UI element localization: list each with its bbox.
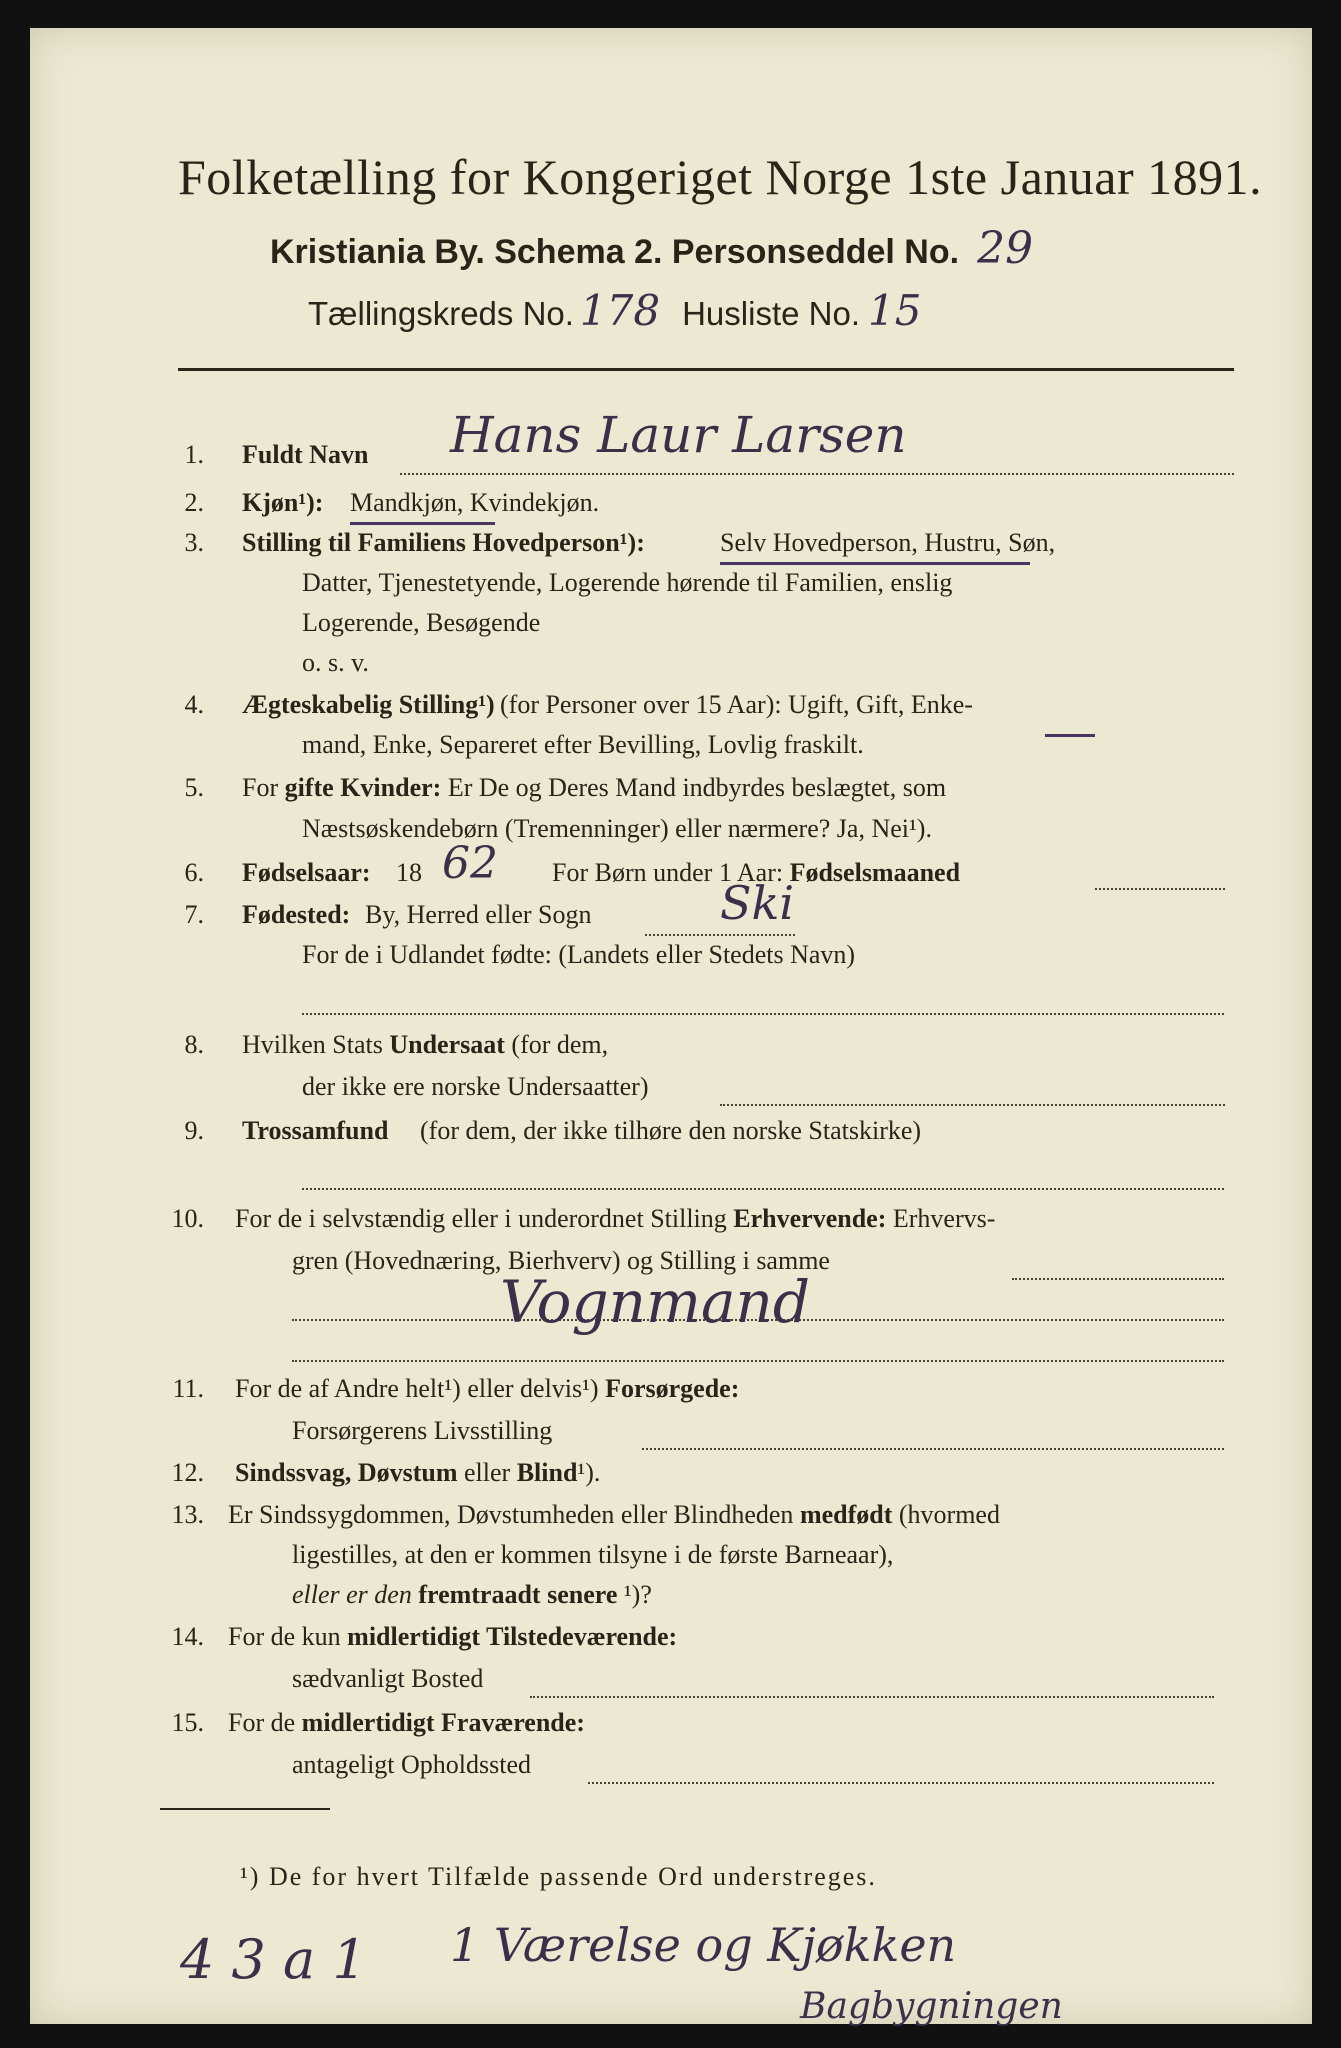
annotation-left: 4 3 a 1 bbox=[180, 1928, 367, 1991]
sex-options: Mandkjøn, Kvindekjøn. bbox=[350, 488, 600, 517]
position-underline bbox=[720, 562, 1030, 565]
form-subheader bbox=[308, 286, 921, 335]
position-options: Selv Hovedperson, Hustru, Søn, bbox=[720, 528, 1056, 557]
birth-year-label: Fødselsaar: bbox=[242, 858, 371, 887]
husliste-no: 15 bbox=[867, 286, 922, 335]
birthplace-value: Ski bbox=[720, 876, 795, 930]
full-name-label: Fuldt Navn bbox=[242, 440, 369, 469]
religion-label: Trossamfund bbox=[242, 1116, 389, 1145]
header-rule bbox=[178, 368, 1234, 371]
annotation-middle: 1 Værelse og Kjøkken bbox=[450, 1918, 957, 1972]
position-label: Stilling til Familiens Hovedperson¹): bbox=[242, 528, 645, 557]
personseddel-no: 29 bbox=[977, 223, 1034, 274]
sex-label: Kjøn¹): bbox=[242, 488, 324, 517]
birthplace-label: Fødested: bbox=[242, 900, 351, 929]
occupation-value: Vognmand bbox=[500, 1268, 811, 1336]
full-name-value: Hans Laur Larsen bbox=[450, 406, 907, 464]
footnote: ¹) De for hvert Tilfælde passende Ord understreges. bbox=[240, 1862, 877, 1891]
name-line bbox=[400, 473, 1234, 475]
sex-underline bbox=[350, 522, 495, 525]
form-title: Folketælling for Kongeriget Norge 1ste Januar 1891. bbox=[178, 149, 1263, 205]
census-form: Folketælling for Kongeriget Norge 1ste Januar 1891. Kristiania By. Schema 2. Personseddel No. 29 Tællingskreds No. 178 Husliste No. 15 1. Fuldt Navn Hans Laur Larsen 2. Kjøn¹): Mandkjøn, Kvindekjøn. 3. Stilling til Familiens Hovedperson¹): Selv Hovedperson, Hustru, Søn, Datter, Tjenestetyende, Logerende hørende til Familien, enslig Logerende, Besøgende o. s. v. 4. Ægteskabelig Stilling¹) (for Personer over 15 Aar): Ugift, Gift, Enke- mand, Enke, Separeret efter Bevilling, Lovlig fraskilt. 5. For gifte Kvinder: Er De og Deres Mand indbyrdes beslægtet, som Næstsøskendebørn (Tremenninger) eller nærmere? Ja, Nei¹). 6. Fødselsaar: 18 For Børn under 1 Aar: Fødselsmaaned 62 7. Fødested: By, Herred eller Sogn Ski For de i Udlandet fødte: (Landets eller Stedets Navn) 8. Hvilken Stats Undersaat (for dem, der ikke ere norske Undersaatter) 9. Trossamfund (for dem, der ikke tilhøre den norske Statskirke) 10. For de i selvstændig eller i underordnet Stilling Erhvervende: Erhvervs- gren (Hovednæring, Bierhverv) og Stilling i samme Vognmand 11. For de af Andre helt¹) eller delvis¹) Forsørgede: Forsørgerens Livsstilling 12. Sindssvag, Døvstum eller Blind¹). 13. Er Sindssygdommen, Døvstumheden eller Blindheden medfødt (hvormed ligestilles, at den er kommen tilsyne i de første Barneaar), eller er den fremtraadt senere ¹)? 14. For de kun midlertidigt Tilstedeværende: sædvanligt Bosted 15. For de midlertidigt Fraværende: antageligt Opholdssted ¹) De for hvert Tilfælde passende Ord understreges. 4 3 a 1 1 Værelse og Kjøkken Bagbygningen bbox=[30, 28, 1312, 2024]
annotation-right: Bagbygningen bbox=[800, 1986, 1063, 2027]
personseddel-label: Kristiania By. Schema 2. Personseddel No. bbox=[270, 233, 960, 271]
husliste-label: Husliste No. bbox=[682, 295, 860, 332]
marital-label: Ægteskabelig Stilling¹) bbox=[242, 690, 495, 719]
form-subtitle bbox=[270, 223, 1033, 274]
kreds-no: 178 bbox=[579, 286, 661, 335]
marital-underline bbox=[1045, 734, 1095, 737]
kreds-label: Tællingskreds No. bbox=[308, 295, 574, 332]
birth-year-value: 62 bbox=[442, 838, 498, 889]
footnote-rule bbox=[160, 1808, 330, 1810]
